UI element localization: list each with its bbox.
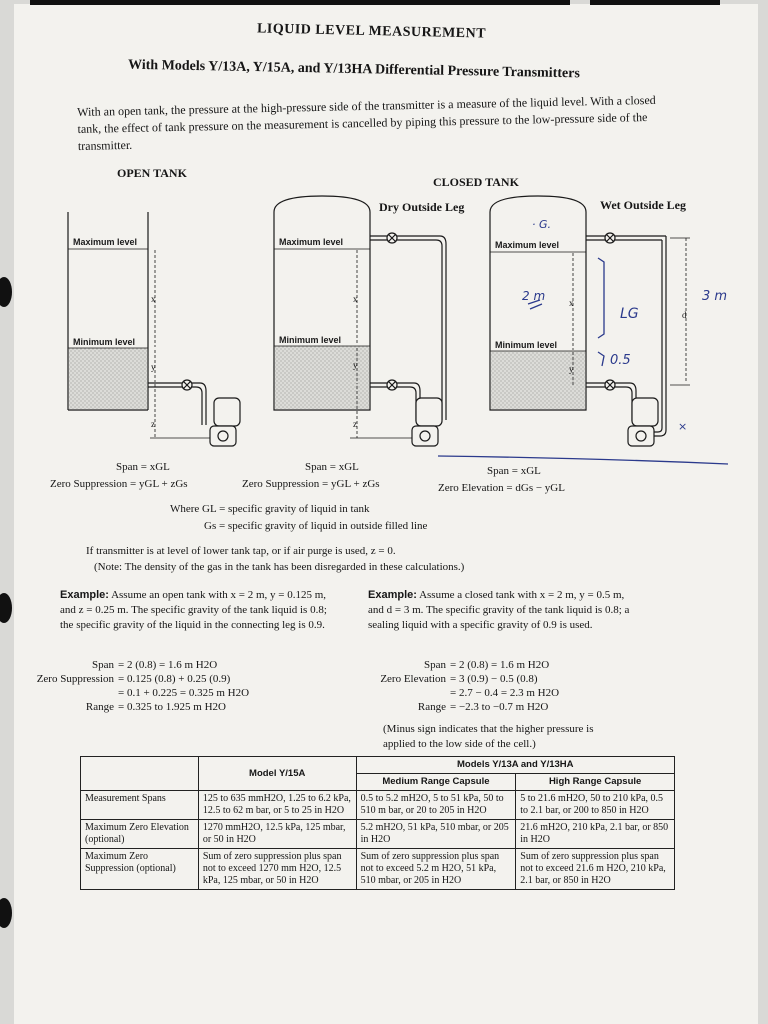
open-max-level: Maximum level: [73, 237, 138, 247]
handwritten-lg: LG: [620, 306, 639, 322]
dry-span-formula: Span = xGL: [305, 461, 359, 473]
calc-key: Range: [417, 701, 446, 713]
example-open: [60, 588, 330, 633]
dry-max-level: Maximum level: [279, 237, 344, 247]
col-medium-range: Medium Range Capsule: [356, 774, 516, 791]
calc-value: = 2 (0.8) = 1.6 m H2O: [118, 659, 218, 671]
row-label: Maximum Zero Suppression (optional): [81, 849, 199, 890]
open-zero-formula: Zero Suppression = yGL + zGs: [50, 478, 188, 490]
example-open-label: Example:: [60, 589, 109, 601]
open-y-label: y: [151, 362, 156, 372]
calc-key: Span: [92, 659, 114, 671]
table-corner: [81, 757, 199, 791]
calc-key: Zero Elevation: [380, 673, 446, 685]
cell-medium: 5.2 mH2O, 51 kPa, 510 mbar, or 205 in H2O: [356, 820, 516, 849]
spec-table: [80, 756, 675, 890]
example-closed-label: Example:: [368, 589, 417, 601]
example-closed-footnote: (Minus sign indicates that the higher pressure is applied to the low side of the cell.): [383, 723, 594, 750]
where-gs: Gs = specific gravity of liquid in outside filled line: [204, 520, 428, 532]
calc-value: = 0.125 (0.8) + 0.25 (0.9): [118, 673, 231, 685]
example-closed-text: Assume a closed tank with x = 2 m, y = 0.5 m, and d = 3 m. The specific gravity of the tank liquid is 0.8; a sealing liquid with a specific gravity of 0.9 is used.: [368, 589, 630, 631]
wet-leg-label: Wet Outside Leg: [600, 198, 686, 212]
dry-zero-formula: Zero Suppression = yGL + zGs: [242, 478, 380, 490]
example-closed-calc: [300, 658, 559, 714]
intro-paragraph: With an open tank, the pressure at the high-pressure side of the transmitter is a measure of the liquid level. With a closed tank, the effect of tank pressure on the measurement is cancelled by piping this pressure to the low-pressure side of the transmitter.: [77, 92, 656, 153]
cell-high: 5 to 21.6 mH2O, 50 to 210 kPa, 0.5 to 2.1 bar, or 200 to 850 in H2O: [516, 791, 675, 820]
calc-key: Zero Suppression: [36, 673, 114, 685]
table-row: [81, 849, 675, 890]
row-label: Measurement Spans: [81, 791, 199, 820]
wet-d-label: d: [682, 310, 687, 320]
col-high-range: High Range Capsule: [516, 774, 675, 791]
open-tank: [68, 212, 240, 446]
handwritten-g: · G.: [532, 218, 552, 231]
dry-leg-tank: [274, 196, 446, 446]
calc-value: = 0.325 to 1.925 m H2O: [118, 701, 226, 713]
page-subtitle: With Models Y/13A, Y/15A, and Y/13HA Differential Pressure Transmitters: [127, 57, 580, 82]
calc-key: Span: [424, 659, 446, 671]
cell-y15a: Sum of zero suppression plus span not to exceed 1270 mm H2O, 12.5 kPa, 125 mbar, or 50 in H2O: [198, 849, 356, 890]
cell-high: Sum of zero suppression plus span not to exceed 21.6 m H2O, 210 kPa, 2.1 bar, or 850 in H2O: [516, 849, 675, 890]
dry-z-label: z: [353, 419, 357, 429]
open-span-formula: Span = xGL: [116, 461, 170, 473]
calc-value: = 2.7 − 0.4 = 2.3 m H2O: [450, 687, 560, 699]
calc-value: = −2.3 to −0.7 m H2O: [450, 701, 549, 713]
table-row: [81, 791, 675, 820]
open-min-level: Minimum level: [73, 337, 136, 347]
table-row: [81, 820, 675, 849]
cell-medium: Sum of zero suppression plus span not to exceed 5.2 m H2O, 51 kPa, 510 mbar, or 205 in H2O: [356, 849, 516, 890]
wet-min-level: Minimum level: [495, 340, 558, 350]
table-header-row: [81, 757, 675, 774]
col-model-y15a: Model Y/15A: [198, 757, 356, 791]
closed-tank-heading: CLOSED TANK: [433, 175, 519, 189]
wet-y-label: y: [569, 364, 574, 374]
cell-y15a: 125 to 635 mmH2O, 1.25 to 6.2 kPa, 12.5 to 62 m bar, or 5 to 25 in H2O: [198, 791, 356, 820]
handwritten-cross: ×: [678, 420, 688, 433]
handwritten-3m: 3 m: [702, 289, 728, 304]
page-title: LIQUID LEVEL MEASUREMENT: [256, 21, 487, 42]
calc-value: = 3 (0.9) − 0.5 (0.8): [450, 673, 538, 685]
handwritten-half: 0.5: [610, 353, 631, 368]
open-x-label: x: [151, 294, 156, 304]
dry-min-level: Minimum level: [279, 335, 342, 345]
example-open-text: Assume an open tank with x = 2 m, y = 0.125 m, and z = 0.25 m. The specific gravity of the tank liquid is 0.8; the specific gravity of the liquid in the connecting leg is 0.9.: [60, 589, 327, 631]
note-density: (Note: The density of the gas in the tank has been disregarded in these calculations.): [94, 561, 465, 573]
col-models-y13: Models Y/13A and Y/13HA: [356, 757, 674, 774]
wet-x-label: x: [569, 298, 574, 308]
example-closed: [368, 588, 630, 633]
dry-leg-label: Dry Outside Leg: [379, 200, 465, 214]
wet-leg-tank: [490, 196, 690, 446]
calc-key: [300, 686, 450, 700]
open-z-label: z: [151, 419, 155, 429]
dry-y-label: y: [353, 360, 358, 370]
wet-zero-formula: Zero Elevation = dGs − yGL: [438, 482, 565, 494]
calc-value: = 2 (0.8) = 1.6 m H2O: [450, 659, 550, 671]
note-z: If transmitter is at level of lower tank tap, or if air purge is used, z = 0.: [86, 545, 396, 557]
dry-x-label: x: [353, 294, 358, 304]
handwritten-2m: 2 m: [522, 289, 546, 303]
wet-max-level: Maximum level: [495, 240, 560, 250]
cell-y15a: 1270 mmH2O, 12.5 kPa, 125 mbar, or 50 in H2O: [198, 820, 356, 849]
calc-key: Range: [85, 701, 114, 713]
calc-key: [0, 686, 118, 700]
wet-span-formula: Span = xGL: [487, 465, 541, 477]
example-open-calc: [0, 658, 249, 714]
row-label: Maximum Zero Elevation (optional): [81, 820, 199, 849]
where-gl: Where GL = specific gravity of liquid in tank: [170, 503, 370, 515]
calc-value: = 0.1 + 0.225 = 0.325 m H2O: [118, 687, 250, 699]
cell-high: 21.6 mH2O, 210 kPa, 2.1 bar, or 850 in H2O: [516, 820, 675, 849]
open-tank-heading: OPEN TANK: [117, 166, 187, 180]
cell-medium: 0.5 to 5.2 mH2O, 5 to 51 kPa, 50 to 510 m bar, or 20 to 205 in H2O: [356, 791, 516, 820]
